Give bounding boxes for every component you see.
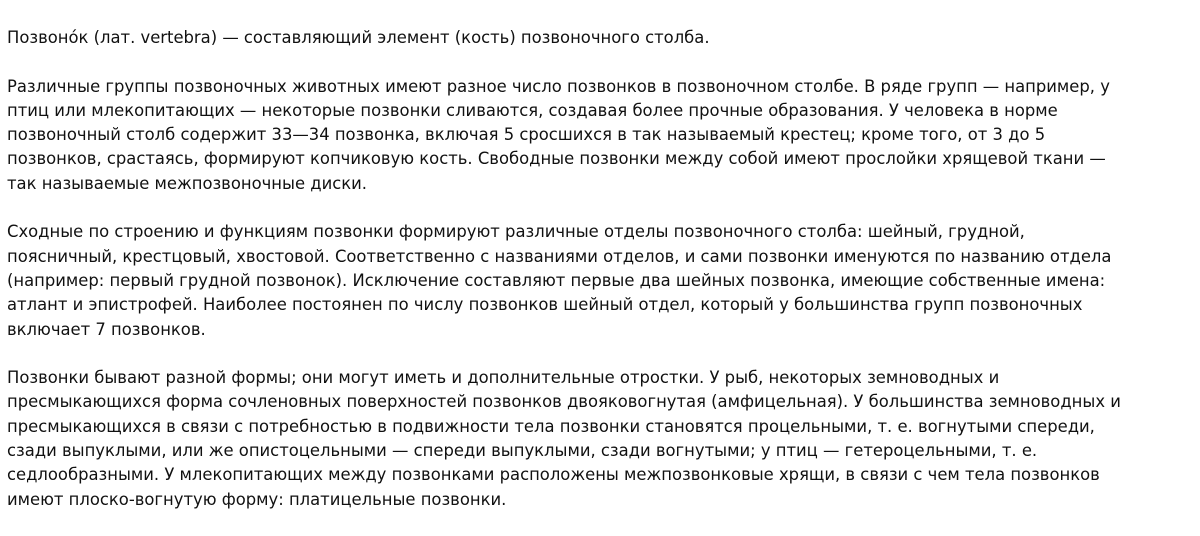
article-body [7, 26, 1127, 536]
spinal-sections-paragraph: Сходные по строению и функциям позвонки формируют различные отделы позвоночного столба: шейный, грудной, поясничный, крестцовый, хвостовой. Соответственно с названиями отделов, и сами позвонки именуются по названию отдела (например: первый грудной позвонок). Исключение составляют первые два шейных позвонка, имеющие собственные имена: атлант и эпистрофей. Наиболее постоянен по числу позвонков шейный отдел, который у большинства групп позвоночных включает 7 позвонков. [7, 222, 1112, 339]
vertebra-count-paragraph: Различные группы позвоночных животных имеют разное число позвонков в позвоночном столбе. В ряде групп — например, у птиц или млекопитающих — некоторые позвонки сливаются, создавая более прочные образования. У человека в норме позвоночный столб содержит 33—34 позвонка, включая 5 сросшихся в так называемый крестец; кроме того, от 3 до 5 позвонков, срастаясь, формируют копчиковую кость. Свободные позвонки между собой имеют прослойки хрящевой ткани — так называемые межпозвоночные диски. [7, 76, 1110, 193]
vertebra-shape-paragraph: Позвонки бывают разной формы; они могут иметь и дополнительные отростки. У рыб, некоторых земноводных и пресмыкающихся форма сочленовных поверхностей позвонков двояковогнутая (амфицельная). У большинства земноводных и пресмыкающихся в связи с потребностью в подвижности тела позвонки становятся процельными, т. е. вогнутыми спереди, сзади выпуклыми, или же опистоцельными — спереди выпуклыми, сзади вогнутыми; у птиц — гетероцельными, т. е. седлообразными. У млекопитающих между позвонками расположены межпозвонковые хрящи, в связи с чем тела позвонков имеют плоско-вогнутую форму: платицельные позвонки. [7, 368, 1121, 509]
intro-paragraph: Позвонóк (лат. vertebra) — составляющий элемент (кость) позвоночного столба. [7, 28, 710, 47]
